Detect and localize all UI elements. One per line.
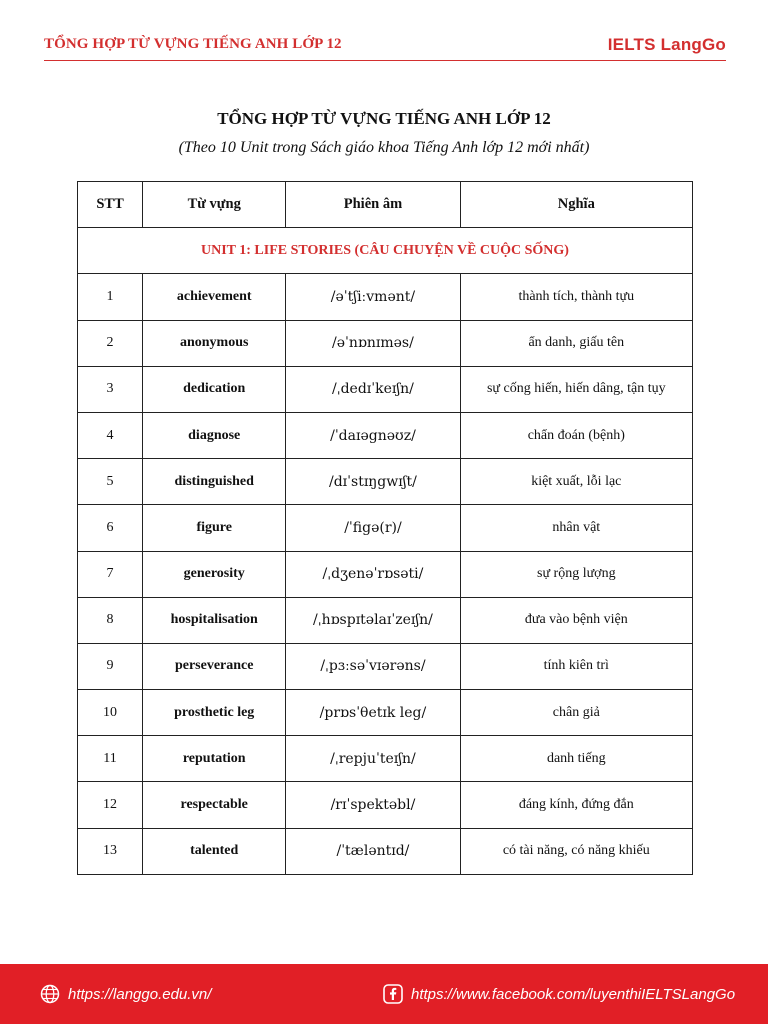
row-meaning: sự cống hiến, hiến dâng, tận tụy [460,366,692,412]
table-row [78,412,693,458]
table-row [78,782,693,828]
table-header-row [78,182,693,228]
row-ipa: /rɪˈspektəbl/ [286,782,460,828]
facebook-icon [383,984,403,1004]
row-ipa: /ˌrepjuˈteɪʃn/ [286,736,460,782]
table-row [78,366,693,412]
row-word: respectable [143,782,286,828]
row-meaning: tính kiên trì [460,643,692,689]
row-word: distinguished [143,459,286,505]
website-url[interactable]: https://langgo.edu.vn/ [68,985,212,1003]
table-row [78,643,693,689]
row-ipa: /ˈtæləntɪd/ [286,828,460,874]
row-ipa: /ˌdedɪˈkeɪʃn/ [286,366,460,412]
row-word: generosity [143,551,286,597]
row-stt: 7 [78,551,143,597]
row-ipa: /ˌpɜːsəˈvɪərəns/ [286,643,460,689]
row-stt: 3 [78,366,143,412]
row-ipa: /ˈfigə(r)/ [286,505,460,551]
row-ipa: /ˌdʒenəˈrɒsəti/ [286,551,460,597]
row-ipa: /əˈtʃiːvmənt/ [286,274,460,320]
page-header [44,34,726,61]
row-meaning: chẩn đoán (bệnh) [460,412,692,458]
row-meaning: chân giả [460,690,692,736]
row-word: achievement [143,274,286,320]
table-row [78,274,693,320]
unit-title-row [78,228,693,274]
row-meaning: kiệt xuất, lỗi lạc [460,459,692,505]
row-meaning: có tài năng, có năng khiếu [460,828,692,874]
row-word: dedication [143,366,286,412]
row-stt: 6 [78,505,143,551]
row-stt: 9 [78,643,143,689]
facebook-url[interactable]: https://www.facebook.com/luyenthiIELTSLangGo [411,985,736,1003]
row-meaning: thành tích, thành tựu [460,274,692,320]
row-stt: 8 [78,597,143,643]
table-row [78,505,693,551]
table-row [78,320,693,366]
website-link[interactable] [40,984,211,1004]
row-meaning: đưa vào bệnh viện [460,597,692,643]
row-word: diagnose [143,412,286,458]
row-ipa: /ˌhɒspɪtəlaɪˈzeɪʃn/ [286,597,460,643]
table-row [78,597,693,643]
row-stt: 10 [78,690,143,736]
row-stt: 12 [78,782,143,828]
row-word: talented [143,828,286,874]
vocabulary-table [77,181,693,875]
row-ipa: /əˈnɒnɪməs/ [286,320,460,366]
table-row [78,690,693,736]
row-stt: 2 [78,320,143,366]
table-row [78,551,693,597]
row-stt: 1 [78,274,143,320]
row-meaning: ẩn danh, giấu tên [460,320,692,366]
row-word: perseverance [143,643,286,689]
row-word: anonymous [143,320,286,366]
document-title: TỔNG HỢP TỪ VỰNG TIẾNG ANH LỚP 12 [217,109,551,128]
header-word: Từ vựng [143,182,286,228]
brand-logo[interactable]: IELTS LangGo [607,35,726,54]
row-ipa: /prɒsˈθetɪk leg/ [286,690,460,736]
row-word: reputation [143,736,286,782]
row-word: hospitalisation [143,597,286,643]
header-meaning: Nghĩa [460,182,692,228]
row-meaning: sự rộng lượng [460,551,692,597]
unit-title: UNIT 1: LIFE STORIES (CÂU CHUYỆN VỀ CUỘC SỐNG) [78,228,693,274]
table-row [78,459,693,505]
header-stt: STT [78,182,143,228]
row-meaning: đáng kính, đứng đắn [460,782,692,828]
row-stt: 5 [78,459,143,505]
row-meaning: danh tiếng [460,736,692,782]
row-meaning: nhân vật [460,505,692,551]
document-subtitle: (Theo 10 Unit trong Sách giáo khoa Tiếng Anh lớp 12 mới nhất) [178,139,590,156]
table-row [78,828,693,874]
row-ipa: /dɪˈstɪŋgwɪʃt/ [286,459,460,505]
facebook-link[interactable] [383,984,735,1004]
row-stt: 11 [78,736,143,782]
header-title: TỔNG HỢP TỪ VỰNG TIẾNG ANH LỚP 12 [44,36,342,52]
row-word: prosthetic leg [143,690,286,736]
page-footer [0,964,768,1024]
header-ipa: Phiên âm [286,182,460,228]
row-stt: 4 [78,412,143,458]
globe-icon [40,984,60,1004]
row-stt: 13 [78,828,143,874]
row-word: figure [143,505,286,551]
table-row [78,736,693,782]
row-ipa: /ˈdaɪəgnəʊz/ [286,412,460,458]
